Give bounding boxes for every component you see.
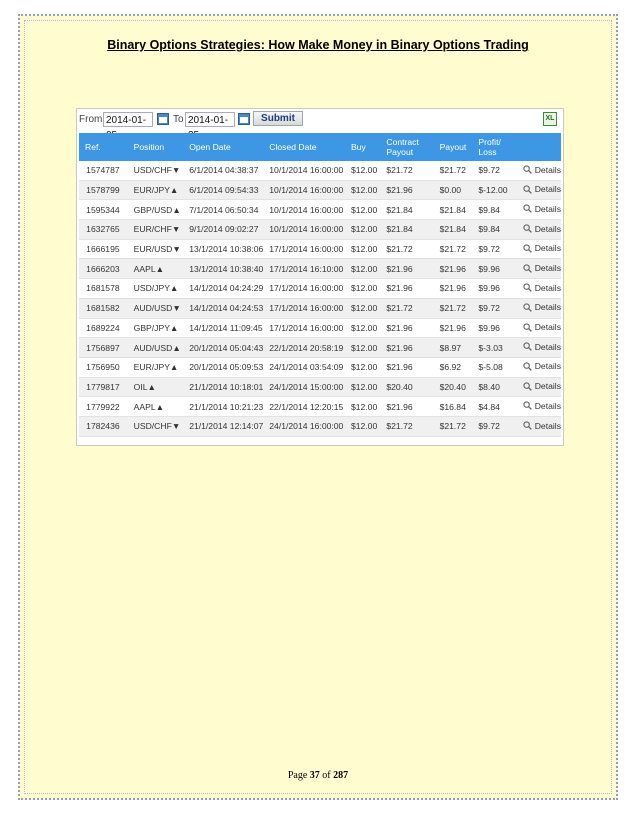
cell-closed-date: 10/1/2014 16:00:00: [263, 220, 345, 240]
total-pages: 287: [333, 770, 349, 781]
details-label: Details: [534, 341, 561, 352]
details-link[interactable]: [523, 224, 561, 234]
cell-payout: $21.96: [434, 279, 473, 299]
excel-export-icon[interactable]: XL: [543, 112, 557, 126]
cell-contract-payout: $21.72: [380, 416, 433, 436]
cell-open-date: 9/1/2014 09:02:27: [183, 220, 263, 240]
cell-open-date: 20/1/2014 05:04:43: [183, 338, 263, 358]
page-of: of: [319, 770, 334, 781]
cell-profit-loss: $9.72: [472, 239, 516, 259]
cell-details: [517, 180, 561, 200]
column-header-contract-payout: Contract Payout: [380, 133, 433, 161]
details-link[interactable]: [523, 283, 561, 293]
magnifier-icon: [523, 421, 532, 430]
cell-details: [517, 220, 561, 240]
cell-ref: 1595344: [79, 200, 128, 220]
cell-buy: $12.00: [345, 279, 380, 299]
details-label: Details: [534, 282, 561, 293]
cell-profit-loss: $9.84: [472, 200, 516, 220]
trades-table: [79, 133, 561, 437]
table-row: [79, 259, 561, 279]
details-label: Details: [534, 322, 561, 333]
cell-ref: 1574787: [79, 161, 128, 180]
cell-open-date: 14/1/2014 04:24:29: [183, 279, 263, 299]
to-date-field[interactable]: 2014-01-: [185, 112, 235, 127]
cell-position: GBP/USD▲: [128, 200, 184, 220]
cell-payout: $8.97: [434, 338, 473, 358]
cell-open-date: 14/1/2014 04:24:53: [183, 298, 263, 318]
details-link[interactable]: [523, 381, 561, 391]
cell-closed-date: 17/1/2014 16:00:00: [263, 239, 345, 259]
table-row: [79, 338, 561, 358]
table-row: [79, 161, 561, 180]
cell-ref: 1666203: [79, 259, 128, 279]
cell-payout: $21.72: [434, 298, 473, 318]
cell-closed-date: 10/1/2014 16:00:00: [263, 161, 345, 180]
details-label: Details: [534, 400, 561, 411]
cell-contract-payout: $21.84: [380, 200, 433, 220]
cell-buy: $12.00: [345, 200, 380, 220]
magnifier-icon: [523, 303, 532, 312]
cell-buy: $12.00: [345, 357, 380, 377]
cell-position: AAPL▲: [128, 397, 184, 417]
cell-payout: $21.84: [434, 200, 473, 220]
table-row: [79, 220, 561, 240]
cell-profit-loss: $4.84: [472, 397, 516, 417]
cell-open-date: 13/1/2014 10:38:40: [183, 259, 263, 279]
cell-closed-date: 24/1/2014 03:54:09: [263, 357, 345, 377]
details-link[interactable]: [523, 165, 561, 175]
cell-profit-loss: $-5.08: [472, 357, 516, 377]
cell-details: [517, 397, 561, 417]
cell-open-date: 6/1/2014 04:38:37: [183, 161, 263, 180]
from-label: From: [79, 114, 103, 125]
cell-details: [517, 259, 561, 279]
cell-ref: 1578799: [79, 180, 128, 200]
magnifier-icon: [523, 342, 532, 351]
details-label: Details: [534, 361, 561, 372]
cell-buy: $12.00: [345, 180, 380, 200]
cell-profit-loss: $9.96: [472, 279, 516, 299]
details-link[interactable]: [523, 342, 561, 352]
table-row: [79, 239, 561, 259]
details-label: Details: [534, 223, 561, 234]
date-filter-bar: [77, 109, 563, 131]
cell-details: [517, 357, 561, 377]
table-row: [79, 279, 561, 299]
cell-profit-loss: $9.72: [472, 416, 516, 436]
cell-position: AUD/USD▼: [128, 298, 184, 318]
cell-buy: $12.00: [345, 338, 380, 358]
cell-ref: 1782436: [79, 416, 128, 436]
cell-open-date: 20/1/2014 05:09:53: [183, 357, 263, 377]
table-header-row: [79, 133, 561, 161]
document-page: [18, 14, 618, 800]
details-label: Details: [534, 164, 561, 175]
cell-payout: $6.92: [434, 357, 473, 377]
cell-position: EUR/JPY▲: [128, 180, 184, 200]
cell-payout: $21.72: [434, 161, 473, 180]
cell-buy: $12.00: [345, 239, 380, 259]
column-header-ref: Ref.: [79, 133, 128, 161]
cell-open-date: 14/1/2014 11:09:45: [183, 318, 263, 338]
cell-contract-payout: $21.96: [380, 259, 433, 279]
cell-profit-loss: $-3.03: [472, 338, 516, 358]
table-row: [79, 377, 561, 397]
cell-details: [517, 279, 561, 299]
cell-buy: $12.00: [345, 416, 380, 436]
cell-details: [517, 200, 561, 220]
table-row: [79, 298, 561, 318]
cell-open-date: 21/1/2014 12:14:07: [183, 416, 263, 436]
column-header-open-date: Open Date: [183, 133, 263, 161]
cell-contract-payout: $21.84: [380, 220, 433, 240]
column-header-closed-date: Closed Date: [263, 133, 345, 161]
cell-contract-payout: $21.72: [380, 161, 433, 180]
cell-payout: $21.72: [434, 239, 473, 259]
page-number: [20, 770, 616, 781]
calendar-icon[interactable]: [157, 113, 169, 125]
page-prefix: Page: [287, 770, 310, 781]
cell-closed-date: 24/1/2014 15:00:00: [263, 377, 345, 397]
cell-open-date: 7/1/2014 06:50:34: [183, 200, 263, 220]
cell-buy: $12.00: [345, 397, 380, 417]
cell-profit-loss: $9.96: [472, 318, 516, 338]
details-link[interactable]: [523, 401, 561, 411]
cell-open-date: 21/1/2014 10:18:01: [183, 377, 263, 397]
details-link[interactable]: [523, 322, 561, 332]
cell-contract-payout: $21.72: [380, 298, 433, 318]
details-link[interactable]: [523, 243, 561, 253]
cell-closed-date: 24/1/2014 16:00:00: [263, 416, 345, 436]
magnifier-icon: [523, 382, 532, 391]
details-label: Details: [534, 302, 561, 313]
cell-details: [517, 338, 561, 358]
cell-profit-loss: $-12.00: [472, 180, 516, 200]
details-link[interactable]: [523, 421, 561, 431]
details-label: Details: [534, 420, 561, 431]
cell-profit-loss: $8.40: [472, 377, 516, 397]
cell-buy: $12.00: [345, 318, 380, 338]
column-header-details: [517, 133, 561, 161]
details-link[interactable]: [523, 302, 561, 312]
cell-buy: $12.00: [345, 377, 380, 397]
cell-payout: $21.96: [434, 318, 473, 338]
details-link[interactable]: [523, 204, 561, 214]
cell-ref: 1756897: [79, 338, 128, 358]
cell-position: EUR/USD▼: [128, 239, 184, 259]
cell-buy: $12.00: [345, 298, 380, 318]
cell-closed-date: 17/1/2014 16:00:00: [263, 298, 345, 318]
cell-ref: 1689224: [79, 318, 128, 338]
from-date-field[interactable]: 2014-01-: [103, 112, 153, 127]
column-header-position: Position: [128, 133, 184, 161]
cell-position: OIL▲: [128, 377, 184, 397]
cell-position: AAPL▲: [128, 259, 184, 279]
details-label: Details: [534, 184, 561, 195]
cell-profit-loss: $9.96: [472, 259, 516, 279]
cell-ref: 1756950: [79, 357, 128, 377]
magnifier-icon: [523, 224, 532, 233]
cell-closed-date: 22/1/2014 12:20:15: [263, 397, 345, 417]
cell-ref: 1681578: [79, 279, 128, 299]
cell-closed-date: 17/1/2014 16:10:00: [263, 259, 345, 279]
cell-contract-payout: $21.72: [380, 239, 433, 259]
cell-contract-payout: $21.96: [380, 279, 433, 299]
cell-open-date: 21/1/2014 10:21:23: [183, 397, 263, 417]
cell-details: [517, 318, 561, 338]
cell-ref: 1666195: [79, 239, 128, 259]
cell-position: USD/CHF▼: [128, 416, 184, 436]
trade-history-panel: [76, 108, 564, 446]
table-row: [79, 180, 561, 200]
column-header-profit-loss: Profit/ Loss: [472, 133, 516, 161]
table-row: [79, 397, 561, 417]
cell-details: [517, 239, 561, 259]
cell-payout: $20.40: [434, 377, 473, 397]
table-row: [79, 200, 561, 220]
cell-ref: 1681582: [79, 298, 128, 318]
magnifier-icon: [523, 323, 532, 332]
cell-position: AUD/USD▲: [128, 338, 184, 358]
cell-closed-date: 22/1/2014 20:58:19: [263, 338, 345, 358]
magnifier-icon: [523, 362, 532, 371]
cell-contract-payout: $21.96: [380, 318, 433, 338]
magnifier-icon: [523, 204, 532, 213]
cell-position: GBP/JPY▲: [128, 318, 184, 338]
magnifier-icon: [523, 283, 532, 292]
table-row: [79, 416, 561, 436]
cell-profit-loss: $9.72: [472, 161, 516, 180]
details-link[interactable]: [523, 184, 561, 194]
details-link[interactable]: [523, 263, 561, 273]
details-label: Details: [534, 243, 561, 254]
cell-payout: $21.72: [434, 416, 473, 436]
cell-position: EUR/JPY▲: [128, 357, 184, 377]
current-page: 37: [309, 770, 320, 781]
cell-position: EUR/CHF▼: [128, 220, 184, 240]
magnifier-icon: [523, 264, 532, 273]
document-title: Binary Options Strategies: How Make Money in Binary Options Trading: [107, 38, 529, 52]
cell-contract-payout: $21.96: [380, 180, 433, 200]
details-link[interactable]: [523, 361, 561, 371]
cell-payout: $21.96: [434, 259, 473, 279]
magnifier-icon: [523, 244, 532, 253]
cell-buy: $12.00: [345, 220, 380, 240]
details-label: Details: [534, 381, 561, 392]
cell-profit-loss: $9.72: [472, 298, 516, 318]
cell-ref: 1632765: [79, 220, 128, 240]
table-body: [79, 161, 561, 436]
cell-buy: $12.00: [345, 161, 380, 180]
table-row: [79, 357, 561, 377]
cell-details: [517, 161, 561, 180]
cell-contract-payout: $20.40: [380, 377, 433, 397]
cell-open-date: 13/1/2014 10:38:06: [183, 239, 263, 259]
magnifier-icon: [523, 165, 532, 174]
cell-contract-payout: $21.96: [380, 338, 433, 358]
cell-ref: 1779922: [79, 397, 128, 417]
cell-payout: $21.84: [434, 220, 473, 240]
cell-contract-payout: $21.96: [380, 397, 433, 417]
magnifier-icon: [523, 401, 532, 410]
cell-buy: $12.00: [345, 259, 380, 279]
column-header-buy: Buy: [345, 133, 380, 161]
cell-closed-date: 10/1/2014 16:00:00: [263, 200, 345, 220]
cell-details: [517, 416, 561, 436]
column-header-payout: Payout: [434, 133, 473, 161]
magnifier-icon: [523, 185, 532, 194]
to-label: To: [173, 114, 184, 125]
table-row: [79, 318, 561, 338]
cell-position: USD/JPY▲: [128, 279, 184, 299]
cell-open-date: 6/1/2014 09:54:33: [183, 180, 263, 200]
calendar-icon[interactable]: [238, 113, 250, 125]
cell-closed-date: 17/1/2014 16:00:00: [263, 318, 345, 338]
cell-ref: 1779817: [79, 377, 128, 397]
cell-details: [517, 298, 561, 318]
cell-position: USD/CHF▼: [128, 161, 184, 180]
cell-closed-date: 17/1/2014 16:00:00: [263, 279, 345, 299]
cell-details: [517, 377, 561, 397]
cell-payout: $16.84: [434, 397, 473, 417]
cell-contract-payout: $21.96: [380, 357, 433, 377]
cell-payout: $0.00: [434, 180, 473, 200]
details-label: Details: [534, 263, 561, 274]
details-label: Details: [534, 203, 561, 214]
submit-button[interactable]: Submit: [253, 111, 303, 126]
cell-profit-loss: $9.84: [472, 220, 516, 240]
cell-closed-date: 10/1/2014 16:00:00: [263, 180, 345, 200]
